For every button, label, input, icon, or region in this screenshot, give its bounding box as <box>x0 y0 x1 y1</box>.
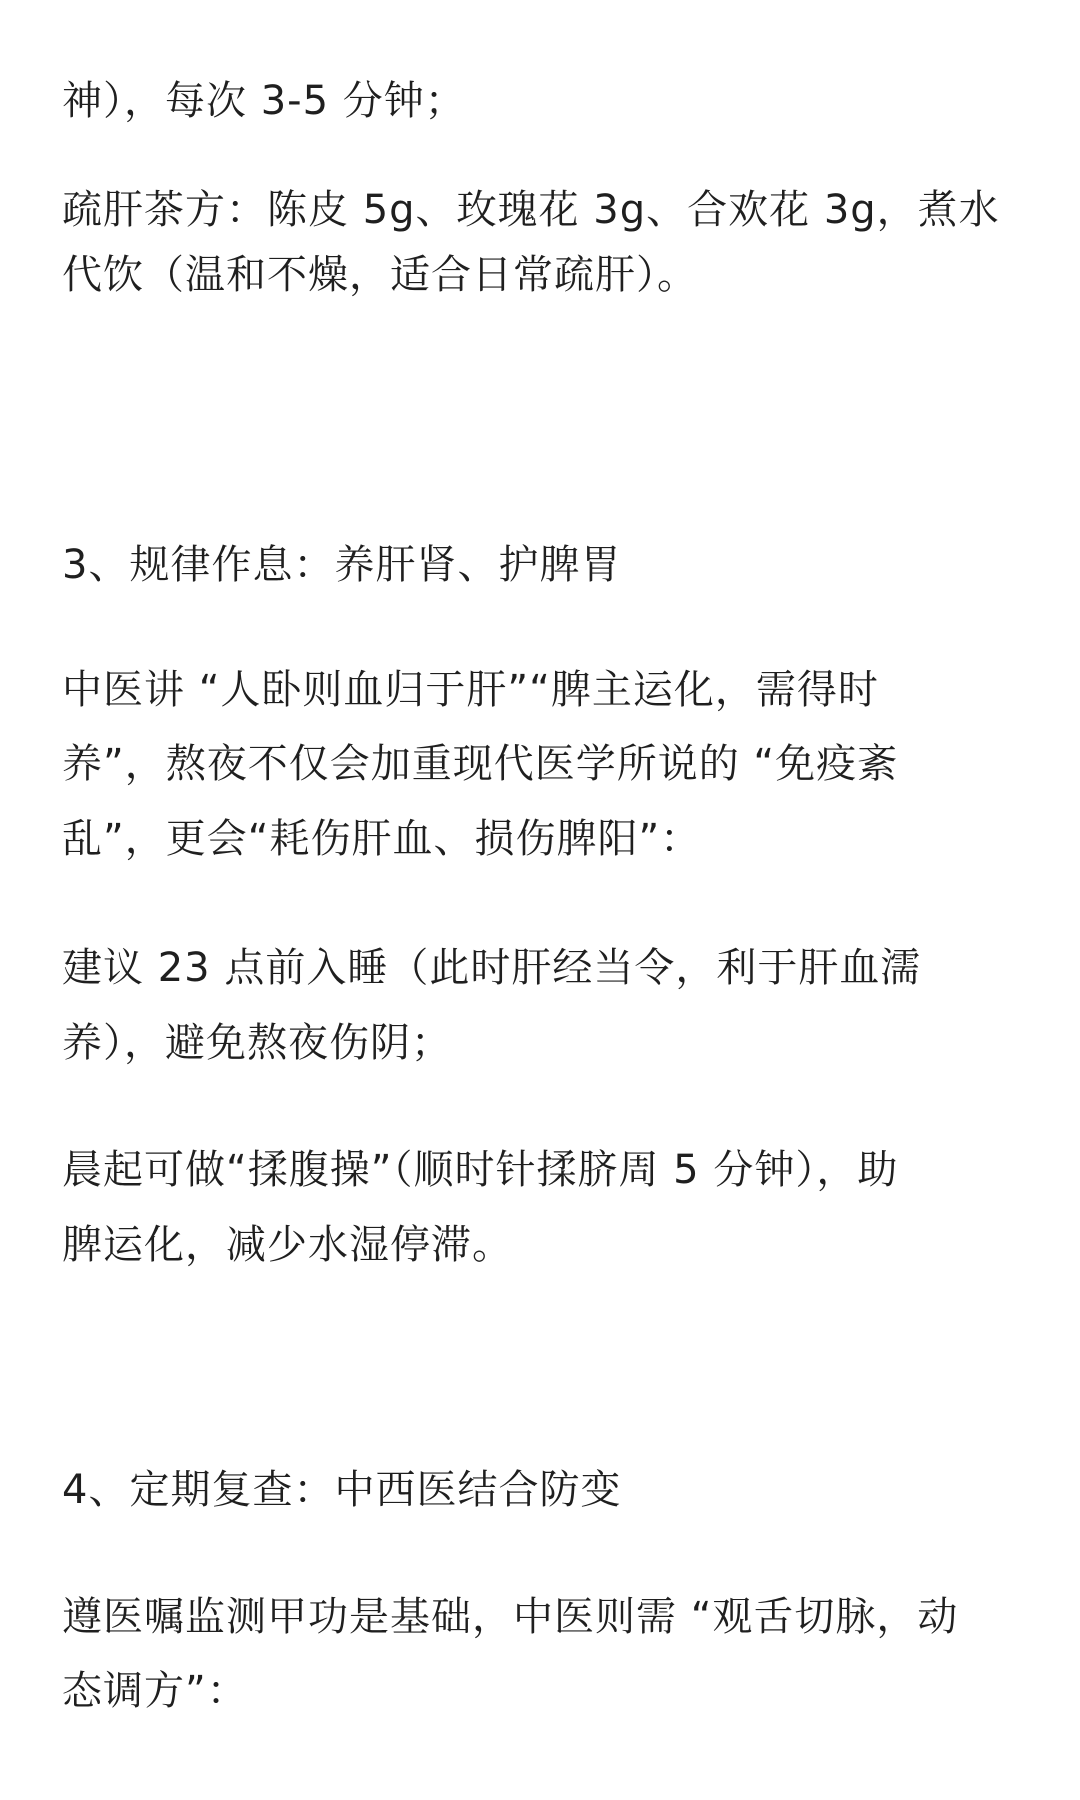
text-line: 疏肝茶方：陈皮 5g、玫瑰花 3g、合欢花 3g，煮水 <box>62 187 1000 233</box>
text-line: 态调方”： <box>62 1668 248 1714</box>
section-heading: 4、定期复查：中西医结合防变 <box>62 1467 622 1513</box>
text-line: 乱”，更会“耗伤肝血、损伤脾阳”： <box>62 816 702 862</box>
text-line: 代饮（温和不燥，适合日常疏肝）。 <box>62 252 698 298</box>
section-heading: 3、规律作息：养肝肾、护脾胃 <box>62 542 622 588</box>
text-line: 神），每次 3-5 分钟； <box>62 78 466 124</box>
text-line: 养），避免熬夜伤阴； <box>62 1020 452 1066</box>
text-line: 晨起可做“揉腹操”（顺时针揉脐周 5 分钟），助 <box>62 1147 899 1193</box>
text-line: 建议 23 点前入睡（此时肝经当令，利于肝血濡 <box>62 945 922 991</box>
text-line: 养”，熬夜不仅会加重现代医学所说的 “免疫紊 <box>62 741 899 787</box>
text-line: 中医讲 “人卧则血归于肝”“脾主运化，需得时 <box>62 667 879 713</box>
text-line: 脾运化，减少水湿停滞。 <box>62 1222 513 1268</box>
text-line: 遵医嘱监测甲功是基础，中医则需 “观舌切脉，动 <box>62 1594 959 1640</box>
